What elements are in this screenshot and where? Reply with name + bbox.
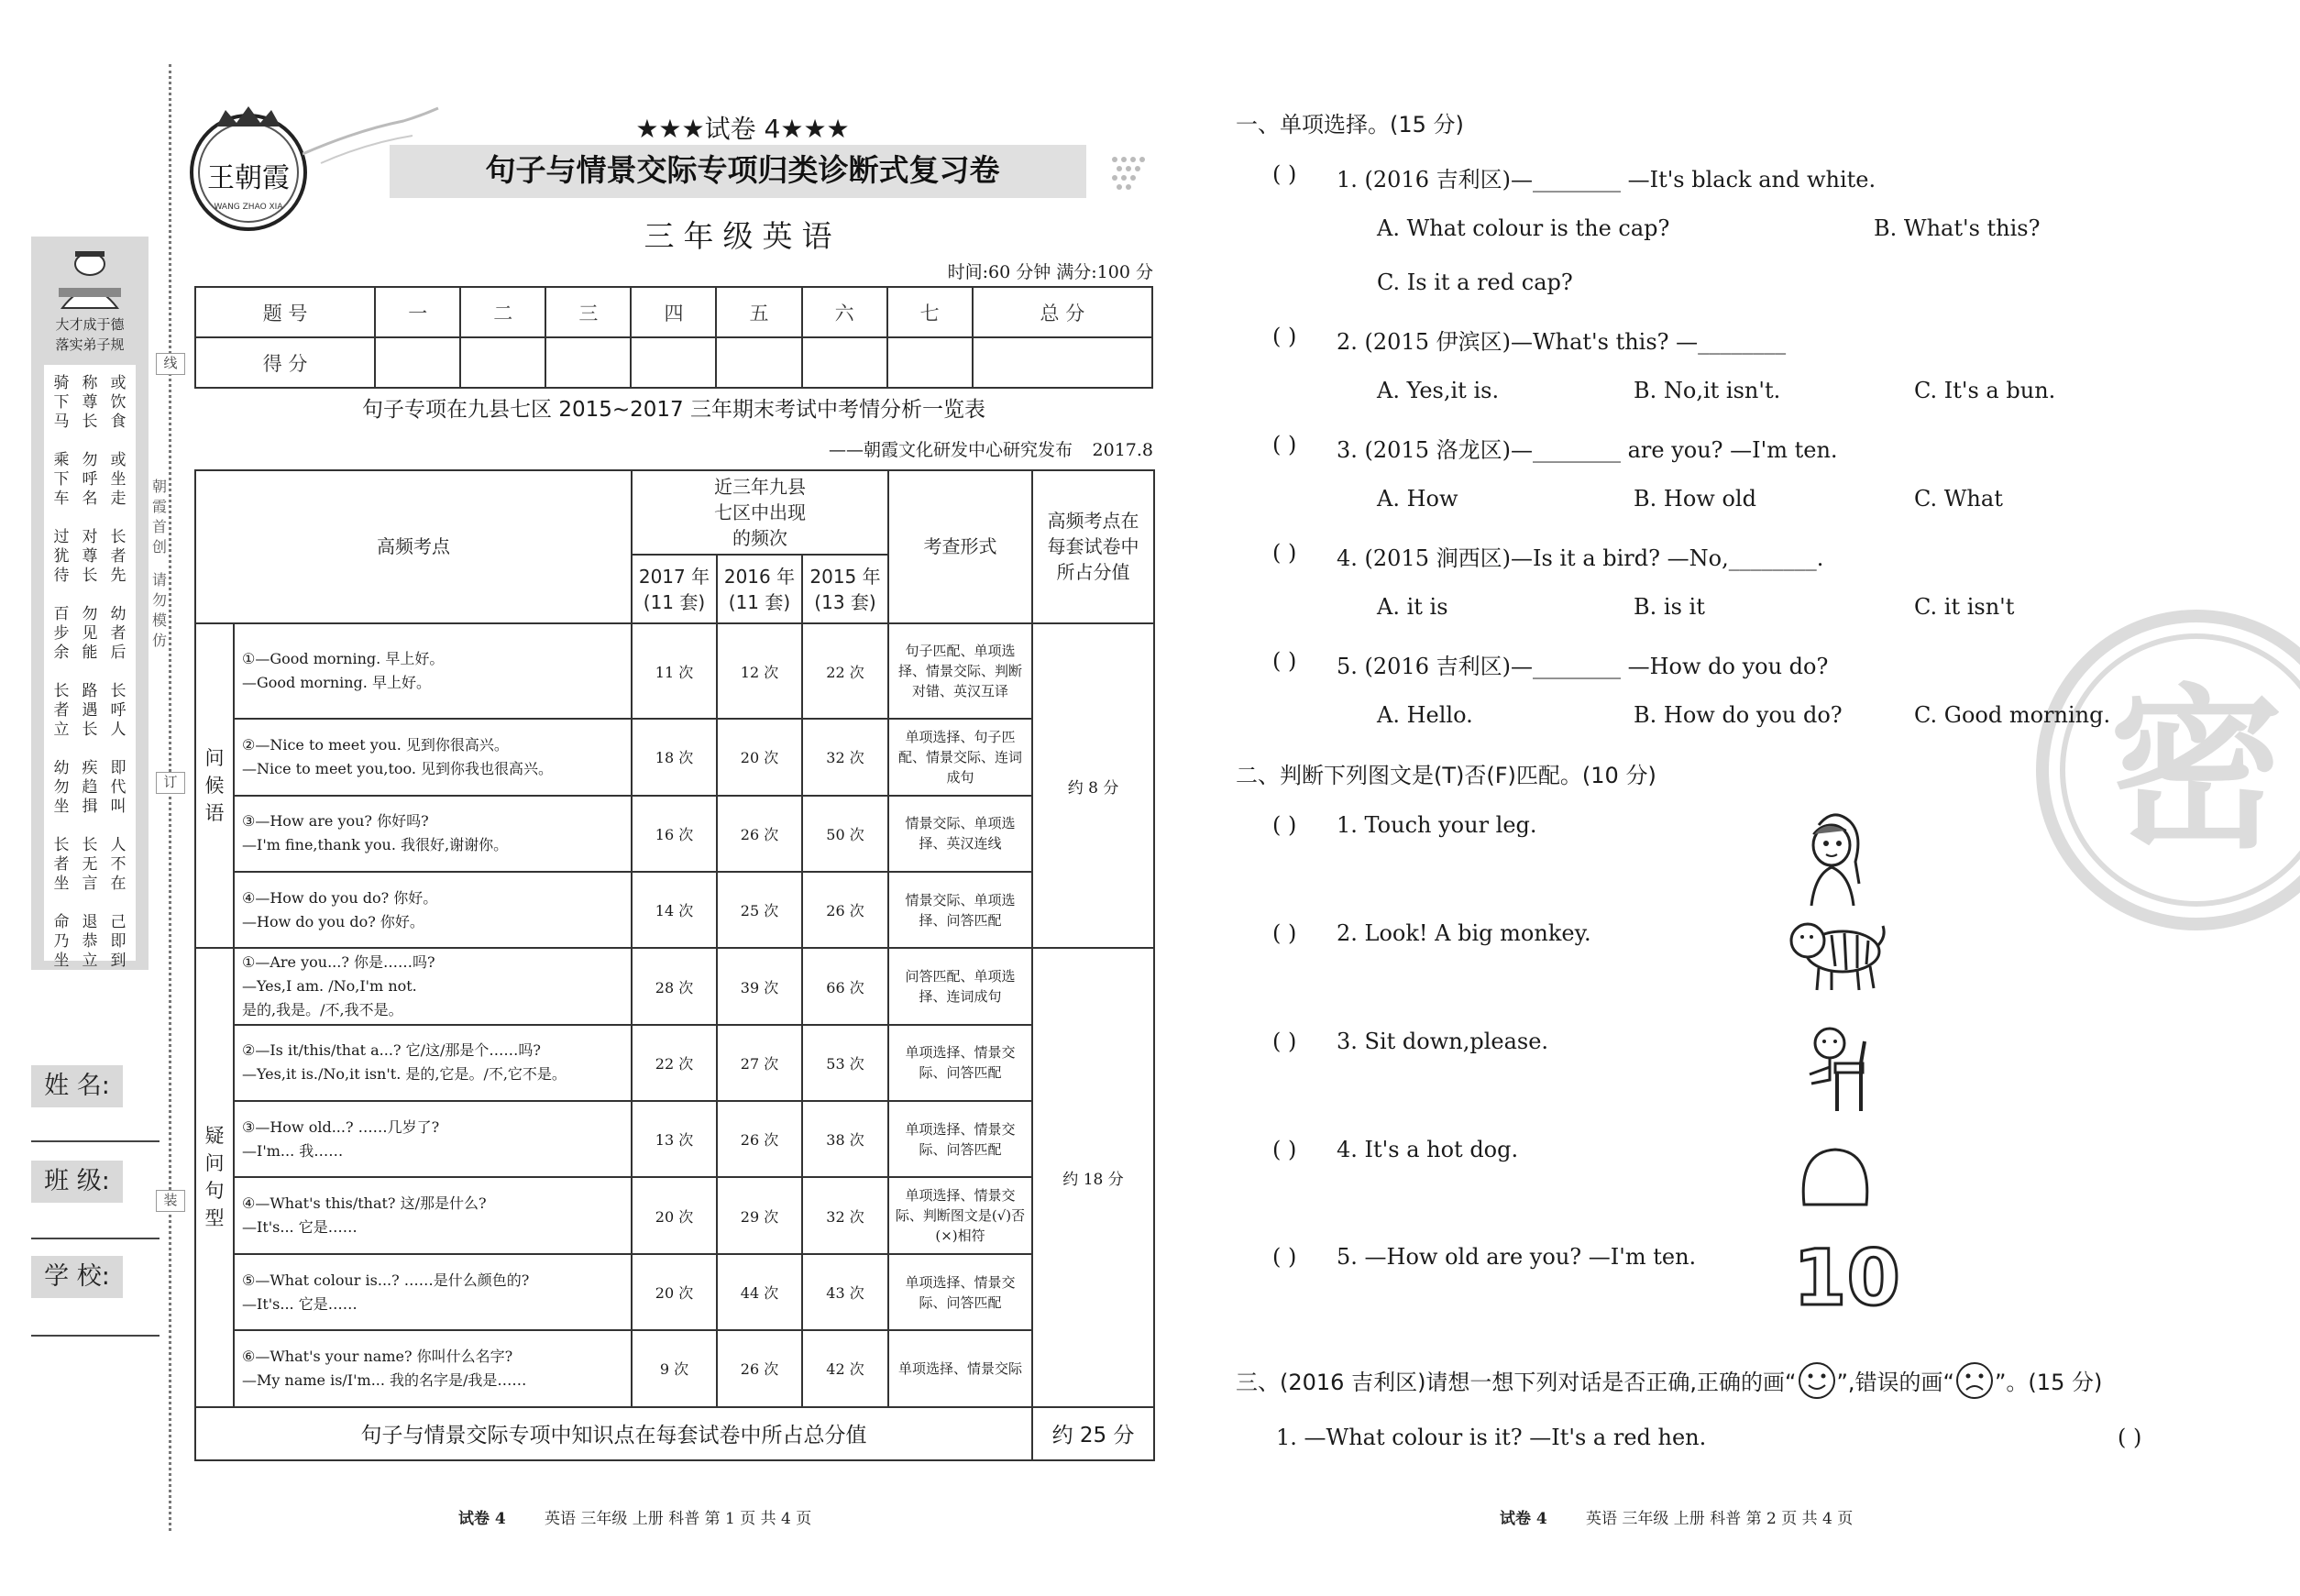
point-line-1: ③—How old...? ……几岁了?	[242, 1117, 440, 1136]
count-2016: 26 次	[717, 1101, 802, 1177]
group-value: 约 18 分	[1032, 948, 1154, 1406]
point-line-2: —I'm fine,thank you. 我很好,谢谢你。	[242, 836, 509, 854]
analysis-date: 2017.8	[1092, 440, 1153, 460]
copyright-vertical-2: 请 勿 模 仿	[151, 571, 167, 649]
score-head-7: 七	[887, 287, 973, 337]
time-score-info: 时间:60 分钟 满分:100 分	[947, 262, 1153, 282]
count-2017: 22 次	[632, 1025, 717, 1101]
count-2017: 11 次	[632, 623, 717, 719]
section3-title-part-3: ”。(15 分)	[1995, 1370, 2103, 1395]
count-2017: 14 次	[632, 872, 717, 948]
count-2015: 50 次	[802, 796, 888, 872]
point-line-1: ①—Good morning. 早上好。	[242, 650, 445, 667]
point-line-1: ②—Is it/this/that a...? 它/这/那是个……吗?	[242, 1041, 541, 1060]
score-head-4: 四	[631, 287, 716, 337]
confidential-stamp-icon	[2031, 605, 2300, 935]
point-cell	[234, 872, 632, 948]
paper-number: ★★★试卷 4★★★	[635, 114, 850, 144]
score-head-2: 二	[460, 287, 545, 337]
option-b[interactable]: B. No,it isn't.	[1634, 378, 1781, 403]
answer-bracket[interactable]: ( )	[1272, 540, 1297, 566]
point-cell	[234, 1025, 632, 1101]
group-name: 问候语	[204, 747, 225, 825]
point-cell	[234, 623, 632, 719]
answer-bracket[interactable]: ( )	[1272, 1137, 1297, 1162]
analysis-table	[194, 469, 1155, 1461]
count-2017: 13 次	[632, 1101, 717, 1177]
footer-left-paper-no: 试卷 4	[458, 1510, 506, 1528]
total-value: 约 25 分	[1032, 1407, 1154, 1460]
score-head-6: 六	[802, 287, 887, 337]
motto-line-2: 落实弟子规	[55, 336, 125, 353]
point-line-1: ⑥—What's your name? 你叫什么名字?	[242, 1347, 513, 1365]
answer-bracket[interactable]: ( )	[2118, 1425, 2142, 1450]
count-2017: 16 次	[632, 796, 717, 872]
point-line-1: ④—How do you do? 你好。	[242, 888, 438, 907]
grade-subject-title: 三年级英语	[644, 218, 842, 254]
option-a[interactable]: A. Yes,it is.	[1377, 378, 1500, 403]
binding-dotted-line	[169, 64, 171, 1531]
count-2015: 38 次	[802, 1101, 888, 1177]
school-field[interactable]	[31, 1335, 160, 1337]
stamp-char: 密	[2108, 669, 2284, 872]
boy-on-chair-picture	[1799, 1023, 1872, 1115]
number-ten-picture: 10	[1793, 1233, 1900, 1323]
count-2015: 53 次	[802, 1025, 888, 1101]
answer-bracket[interactable]: ( )	[1272, 324, 1297, 349]
score-cell[interactable]	[887, 337, 973, 388]
point-line-1: ①—Are you...? 你是……吗?	[242, 953, 435, 972]
count-2017: 18 次	[632, 719, 717, 795]
analysis-title: 句子专项在九县七区 2015~2017 三年期末考试中考情分析一览表	[362, 398, 985, 422]
answer-bracket[interactable]: ( )	[1272, 161, 1297, 187]
count-2017: 28 次	[632, 948, 717, 1024]
dotted-pattern-icon	[1111, 156, 1153, 193]
point-line-1: ⑤—What colour is...? ……是什么颜色的?	[242, 1271, 530, 1289]
score-head-1: 一	[375, 287, 460, 337]
score-head-5: 五	[716, 287, 801, 337]
score-head-total: 总 分	[973, 287, 1152, 337]
answer-bracket[interactable]: ( )	[1272, 920, 1297, 946]
question-stem: 4. (2015 涧西区)—Is it a bird? —No,________.	[1337, 545, 1824, 571]
option-a[interactable]: A. What colour is the cap?	[1377, 215, 1670, 241]
option-c[interactable]: C. Is it a red cap?	[1377, 270, 1573, 295]
exam-form: 单项选择、情景交际、问答匹配	[888, 1025, 1032, 1101]
count-2016: 26 次	[717, 796, 802, 872]
count-2017: 20 次	[632, 1177, 717, 1253]
answer-bracket[interactable]: ( )	[1272, 1029, 1297, 1054]
section1-title: 一、单项选择。(15 分)	[1236, 112, 1464, 138]
count-2016: 25 次	[717, 872, 802, 948]
statement-text: 3. Sit down,please.	[1337, 1029, 1549, 1054]
scholar-figure-icon	[50, 246, 130, 310]
footer-right-paper-no: 试卷 4	[1500, 1510, 1547, 1528]
count-2015: 26 次	[802, 872, 888, 948]
count-2015: 66 次	[802, 948, 888, 1024]
tiger-picture	[1786, 909, 1888, 994]
count-2016: 20 次	[717, 719, 802, 795]
score-head-3: 三	[545, 287, 631, 337]
score-cell[interactable]	[716, 337, 801, 388]
exam-form: 情景交际、单项选择、英汉连线	[888, 796, 1032, 872]
point-line-1: ②—Nice to meet you. 见到你很高兴。	[242, 735, 509, 754]
count-2016: 29 次	[717, 1177, 802, 1253]
count-2017: 9 次	[632, 1330, 717, 1406]
option-b[interactable]: B. How old	[1634, 486, 1756, 512]
group-value: 约 8 分	[1032, 623, 1154, 949]
school-label: 学 校:	[31, 1256, 123, 1298]
head-2017: 2017 年(11 套)	[632, 555, 717, 622]
count-2016: 39 次	[717, 948, 802, 1024]
count-2016: 27 次	[717, 1025, 802, 1101]
score-cell[interactable]	[631, 337, 716, 388]
head-frequency: 近三年九县七区中出现的频次	[632, 470, 888, 555]
point-cell	[234, 1254, 632, 1330]
smile-face-icon	[1797, 1360, 1837, 1401]
analysis-source: ——朝霞文化研发中心研究发布	[828, 440, 1073, 460]
count-2015: 43 次	[802, 1254, 888, 1330]
head-2015: 2015 年(13 套)	[802, 555, 888, 622]
option-a[interactable]: A. How	[1377, 486, 1458, 512]
exam-form: 问答匹配、单项选择、连词成句	[888, 948, 1032, 1024]
count-2016: 44 次	[717, 1254, 802, 1330]
answer-bracket[interactable]: ( )	[1272, 812, 1297, 838]
section3-title-part-2: ”,错误的画“	[1836, 1370, 1954, 1395]
answer-bracket[interactable]: ( )	[1272, 1244, 1297, 1270]
point-line-1: ④—What's this/that? 这/那是什么?	[242, 1194, 487, 1213]
rules-column-3: 或 饮 食 或 坐 走 长 者 先 幼 者 后 长 呼 人 即 代 叫 人 不 在 己 即 到	[110, 374, 127, 970]
exam-form: 句子匹配、单项选择、情景交际、判断对错、英汉互译	[888, 623, 1032, 719]
count-2016: 12 次	[717, 623, 802, 719]
exam-form: 情景交际、单项选择、问答匹配	[888, 872, 1032, 948]
logo-subtext: WANG ZHAO XIA	[214, 203, 283, 212]
point-line-2: —Nice to meet you,too. 见到你我也很高兴。	[242, 759, 554, 777]
option-a[interactable]: A. Hello.	[1377, 702, 1473, 728]
answer-bracket[interactable]: ( )	[1272, 432, 1297, 457]
point-line-1: ③—How are you? 你好吗?	[242, 812, 429, 831]
section3-title-part-1: 三、(2016 吉利区)请想一想下列对话是否正确,正确的画“	[1236, 1370, 1797, 1395]
exam-form: 单项选择、句子匹配、情景交际、连词成句	[888, 719, 1032, 795]
question-stem: 3. (2015 洛龙区)—________ are you? —I'm ten.	[1337, 437, 1838, 463]
logo-text: 王朝霞	[207, 162, 290, 194]
option-b[interactable]: B. is it	[1634, 594, 1705, 620]
cut-mark-order: 订	[156, 772, 185, 794]
option-c[interactable]: C. Good morning.	[1914, 702, 2111, 728]
statement-text: 1. Touch your leg.	[1337, 812, 1537, 838]
point-cell	[234, 1330, 632, 1406]
name-field[interactable]	[31, 1140, 160, 1142]
copyright-vertical-1: 朝 霞 首 创	[151, 478, 167, 556]
question-stem: 2. (2015 伊滨区)—What's this? —________	[1337, 329, 1787, 355]
point-line-2: —I'm... 我……	[242, 1141, 344, 1160]
girl-picture	[1799, 807, 1868, 908]
exam-form: 单项选择、情景交际、问答匹配	[888, 1254, 1032, 1330]
option-b[interactable]: B. What's this?	[1874, 215, 2041, 241]
bun-picture	[1799, 1144, 1872, 1210]
statement-text: 5. —How old are you? —I'm ten.	[1337, 1244, 1697, 1270]
total-value-label: 句子与情景交际专项中知识点在每套试卷中所占总分值	[195, 1407, 1032, 1460]
score-cell[interactable]	[973, 337, 1152, 388]
footer-right-info: 英语 三年级 上册 科普 第 2 页 共 4 页	[1586, 1510, 1854, 1528]
question-stem: 1. (2016 吉利区)—________ —It's black and white.	[1337, 167, 1876, 193]
count-2015: 32 次	[802, 1177, 888, 1253]
section2-title: 二、判断下列图文是(T)否(F)匹配。(10 分)	[1236, 763, 1656, 788]
option-a[interactable]: A. it is	[1377, 594, 1448, 620]
class-field[interactable]	[31, 1238, 160, 1239]
point-cell	[234, 719, 632, 795]
score-cell[interactable]	[802, 337, 887, 388]
rules-column-1: 骑 下 马 乘 下 车 过 犹 待 百 步 余 长 者 立 幼 勿 坐 长 者 坐 命 乃 坐	[53, 374, 70, 970]
head-2016: 2016 年(11 套)	[717, 555, 802, 622]
cut-mark-bind: 装	[156, 1190, 185, 1212]
score-table	[194, 286, 1153, 389]
count-2015: 32 次	[802, 719, 888, 795]
point-cell	[234, 948, 632, 1024]
class-label: 班 级:	[31, 1161, 123, 1203]
point-line-2: —My name is/I'm... 我的名字是/我是……	[242, 1370, 527, 1389]
count-2016: 26 次	[717, 1330, 802, 1406]
question-stem: 5. (2016 吉利区)—________ —How do you do?	[1337, 654, 1829, 679]
exam-form: 单项选择、情景交际	[888, 1330, 1032, 1406]
point-line-2: —Good morning. 早上好。	[242, 674, 431, 691]
point-cell	[234, 1101, 632, 1177]
statement-text: 4. It's a hot dog.	[1337, 1137, 1519, 1162]
point-line-2: —It's... 它是……	[242, 1218, 358, 1237]
rules-text-block	[44, 365, 136, 970]
point-cell	[234, 1177, 632, 1253]
head-form: 考查形式	[888, 470, 1032, 623]
point-line-2: —It's... 它是……	[242, 1294, 358, 1313]
statement-text: 2. Look! A big monkey.	[1337, 920, 1591, 946]
motto-line-1: 大才成于德	[55, 316, 125, 333]
score-row-label: 得 分	[195, 337, 375, 388]
group-name: 疑问句型	[204, 1125, 225, 1230]
count-2015: 22 次	[802, 623, 888, 719]
score-cell[interactable]	[460, 337, 545, 388]
exam-form: 单项选择、情景交际、判断图文是(√)否(×)相符	[888, 1177, 1032, 1253]
group-questions-label	[195, 948, 234, 1406]
point-line-2: —Yes,it is./No,it isn't. 是的,它是。/不,它不是。	[242, 1065, 567, 1084]
score-cell[interactable]	[375, 337, 460, 388]
answer-bracket[interactable]: ( )	[1272, 648, 1297, 674]
option-b[interactable]: B. How do you do?	[1634, 702, 1843, 728]
exam-form: 单项选择、情景交际、问答匹配	[888, 1101, 1032, 1177]
option-c[interactable]: C. It's a bun.	[1914, 378, 2056, 403]
section3-title	[1236, 1360, 2102, 1401]
cut-mark-line: 线	[156, 353, 185, 375]
score-head-number: 题 号	[195, 287, 375, 337]
footer-left-info: 英语 三年级 上册 科普 第 1 页 共 4 页	[545, 1510, 812, 1528]
option-c[interactable]: C. What	[1914, 486, 2003, 512]
score-cell[interactable]	[545, 337, 631, 388]
count-2017: 20 次	[632, 1254, 717, 1330]
point-line-2: —How do you do? 你好。	[242, 912, 424, 930]
dialogue-text: 1. —What colour is it? —It's a red hen.	[1276, 1425, 1707, 1450]
paper-title: 句子与情景交际专项归类诊断式复习卷	[485, 152, 1000, 188]
head-value: 高频考点在每套试卷中所占分值	[1032, 470, 1154, 623]
count-2015: 42 次	[802, 1330, 888, 1406]
point-line-3: 是的,我是。/不,我不是。	[242, 1001, 403, 1019]
name-label: 姓 名:	[31, 1065, 123, 1107]
logo-emblem-icon	[180, 101, 317, 238]
head-point: 高频考点	[195, 470, 632, 623]
point-line-2: —Yes,I am. /No,I'm not.	[242, 977, 417, 996]
group-greetings-label	[195, 623, 234, 949]
option-c[interactable]: C. it isn't	[1914, 594, 2015, 620]
etiquette-panel	[31, 237, 149, 970]
rules-column-2: 称 尊 长 勿 呼 名 对 尊 长 勿 见 能 路 遇 长 疾 趋 揖 长 无 言 退 恭 立	[82, 374, 98, 970]
sad-face-icon	[1954, 1360, 1995, 1401]
point-cell	[234, 796, 632, 872]
